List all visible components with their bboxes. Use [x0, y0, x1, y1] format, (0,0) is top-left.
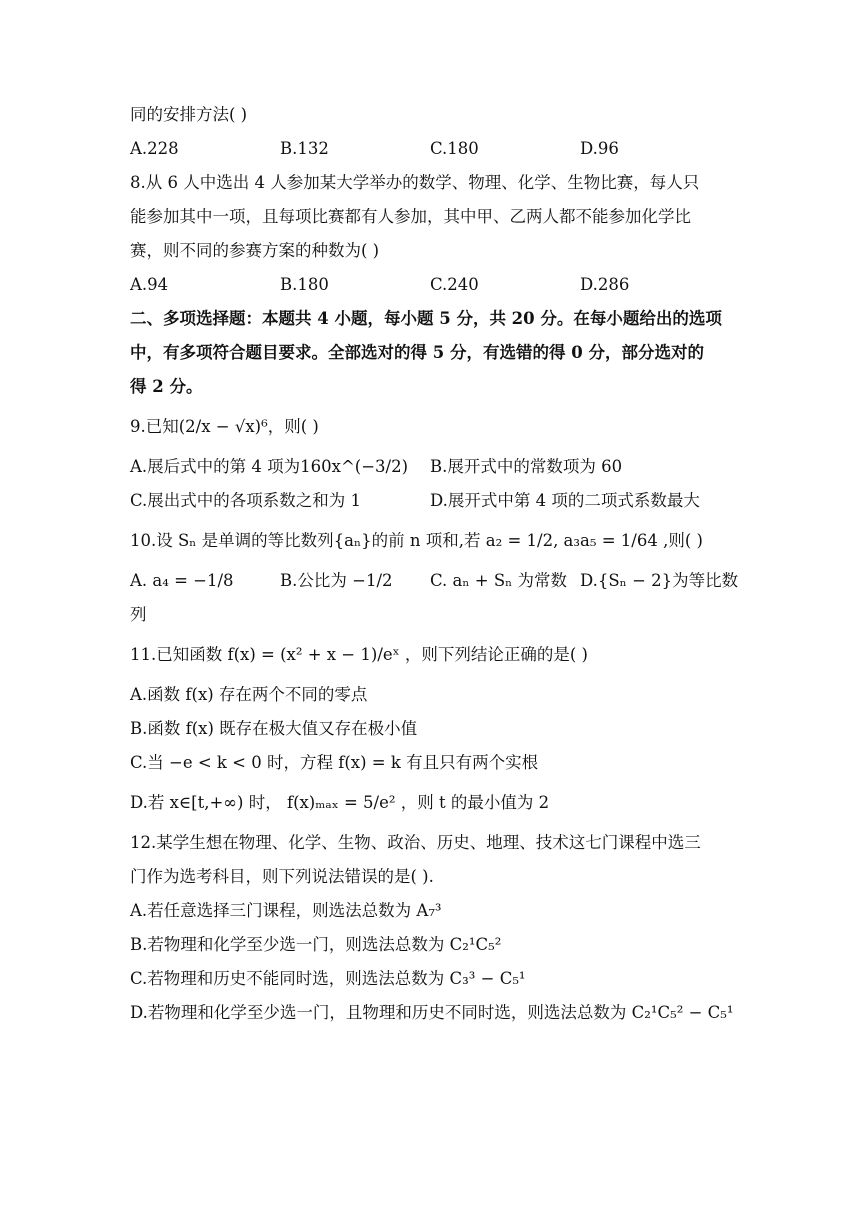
q8-option-a: A.94: [130, 275, 169, 294]
q8-stem-line-1: 8.从 6 人中选出 4 人参加某大学举办的数学、物理、化学、生物比赛，每人只: [130, 173, 700, 192]
q8-options: [130, 268, 740, 302]
q12-option-b: B.若物理和化学至少选一门，则选法总数为 C₂¹C₅²: [130, 935, 502, 954]
q12-stem-line-2: 门作为选考科目，则下列说法错误的是( ).: [130, 867, 434, 886]
q10-option-c: C. aₙ + Sₙ 为常数: [430, 571, 568, 590]
q7-option-b: B.132: [280, 139, 329, 158]
q9-options-row-1: [130, 450, 740, 484]
q7-stem-tail: 同的安排方法( ): [130, 105, 248, 124]
q9-option-d: D.展开式中第 4 项的二项式系数最大: [430, 491, 700, 510]
q10-options: [130, 564, 740, 598]
q9-option-b: B.展开式中的常数项为 60: [430, 457, 623, 476]
q9-options-row-2: [130, 484, 740, 518]
q9-option-a: A.展后式中的第 4 项为160x^(−3/2): [130, 457, 409, 476]
q11-option-b: B.函数 f(x) 既存在极大值又存在极小值: [130, 719, 418, 738]
q11-option-d: D.若 x∈[t,+∞) 时， f(x)ₘₐₓ = 5/e² ，则 t 的最小值为 2: [130, 793, 550, 812]
q12-option-a: A.若任意选择三门课程，则选法总数为 A₇³: [130, 901, 442, 920]
section-heading-line-2: 中，有多项符合题目要求。全部选对的得 5 分，有选错的得 0 分，部分选对的: [130, 343, 704, 362]
exam-page: [130, 98, 740, 1030]
q7-option-d: D.96: [580, 139, 619, 158]
q10-stem: 10.设 Sₙ 是单调的等比数列{aₙ}的前 n 项和,若 a₂ = 1/2, a₃a₅ = 1/64 ,则( ): [130, 531, 703, 550]
q12-option-d: D.若物理和化学至少选一门，且物理和历史不同时选，则选法总数为 C₂¹C₅² − C₅¹: [130, 1003, 734, 1022]
q8-option-c: C.240: [430, 275, 479, 294]
q10-option-d: D.{Sₙ − 2}为等比数: [580, 571, 739, 590]
q7-options: [130, 132, 740, 166]
q7-option-c: C.180: [430, 139, 479, 158]
q9-stem: 9.已知(2/x − √x)⁶，则( ): [130, 417, 319, 436]
q8-option-d: D.286: [580, 275, 630, 294]
q10-option-d-wrap: 列: [130, 605, 147, 624]
q10-option-b: B.公比为 −1/2: [280, 571, 393, 590]
section-heading-line-3: 得 2 分。: [130, 377, 203, 396]
q8-stem-line-2: 能参加其中一项，且每项比赛都有人参加，其中甲、乙两人都不能参加化学比: [130, 207, 691, 226]
q10-option-a: A. a₄ = −1/8: [130, 571, 234, 590]
q12-stem-line-1: 12.某学生想在物理、化学、生物、政治、历史、地理、技术这七门课程中选三: [130, 833, 701, 852]
q7-option-a: A.228: [130, 139, 179, 158]
q11-stem: 11.已知函数 f(x) = (x² + x − 1)/eˣ ，则下列结论正确的是( ): [130, 645, 588, 664]
q8-stem-line-3: 赛，则不同的参赛方案的种数为( ): [130, 241, 380, 260]
q11-option-a: A.函数 f(x) 存在两个不同的零点: [130, 685, 368, 704]
q8-option-b: B.180: [280, 275, 329, 294]
q12-option-c: C.若物理和历史不能同时选，则选法总数为 C₃³ − C₅¹: [130, 969, 526, 988]
q11-option-c: C.当 −e < k < 0 时，方程 f(x) = k 有且只有两个实根: [130, 753, 539, 772]
q9-option-c: C.展出式中的各项系数之和为 1: [130, 491, 362, 510]
section-heading-line-1: 二、多项选择题：本题共 4 小题，每小题 5 分，共 20 分。在每小题给出的选项: [130, 309, 722, 328]
